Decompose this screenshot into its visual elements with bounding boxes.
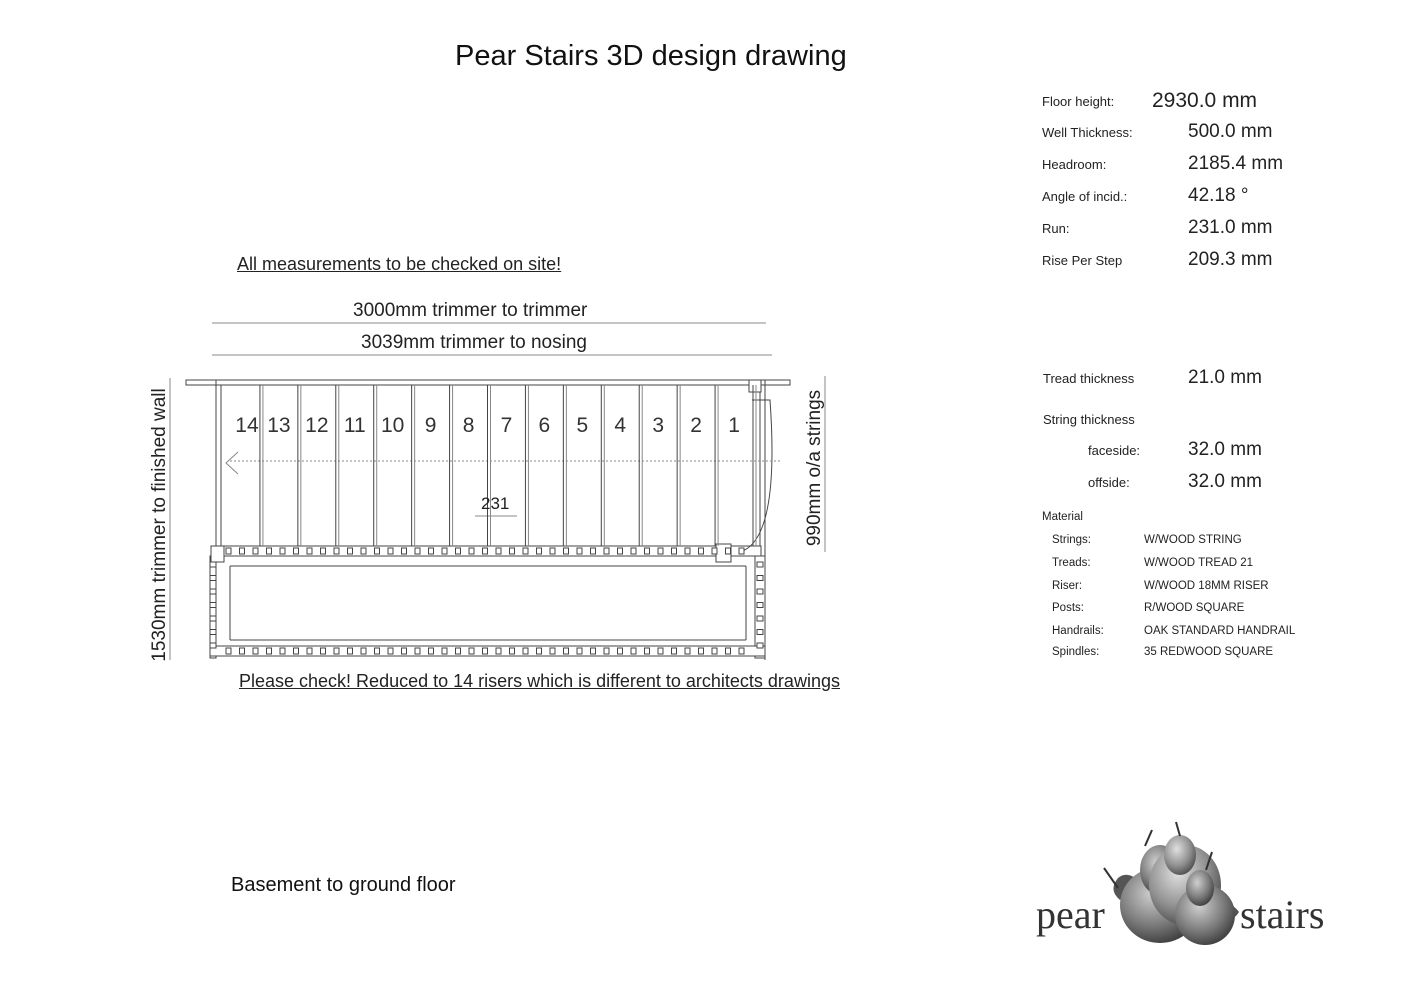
material-label-treads: Treads: [1052, 557, 1091, 569]
spec-label-angle: Angle of incid.: [1042, 189, 1128, 204]
step-number: 8 [462, 414, 475, 437]
step-number: 7 [500, 414, 513, 437]
drawing-title: Pear Stairs 3D design drawing [455, 40, 847, 72]
spec-label-run: Run: [1042, 221, 1070, 236]
material-value-posts: R/WOOD SQUARE [1144, 602, 1245, 614]
step-number: 10 [380, 414, 405, 437]
material-label-handrails: Handrails: [1052, 625, 1104, 637]
faceside-label: faceside: [1088, 443, 1141, 458]
spec-label-floor-height: Floor height: [1042, 94, 1115, 109]
dim-trimmer-to-nosing: 3039mm trimmer to nosing [361, 332, 587, 353]
material-value-spindles: 35 REDWOOD SQUARE [1144, 646, 1274, 658]
dim-trimmer-to-trimmer: 3000mm trimmer to trimmer [353, 300, 588, 321]
step-number: 12 [305, 414, 329, 437]
spec-label-headroom: Headroom: [1042, 157, 1107, 172]
material-value-riser: W/WOOD 18MM RISER [1144, 580, 1269, 592]
step-number: 3 [652, 414, 665, 437]
material-value-handrails: OAK STANDARD HANDRAIL [1144, 625, 1296, 637]
spec-value-run: 231.0 mm [1188, 217, 1273, 238]
tread-thickness-value: 21.0 mm [1188, 367, 1262, 388]
step-number: 14 [235, 414, 259, 437]
spec-value-angle: 42.18 ° [1188, 185, 1249, 206]
spec-value-headroom: 2185.4 mm [1188, 153, 1284, 174]
step-number: 1 [728, 414, 740, 437]
material-label-strings: Strings: [1052, 534, 1091, 546]
material-heading: Material [1042, 511, 1083, 523]
step-number: 5 [576, 414, 589, 437]
step-number: 4 [614, 414, 627, 437]
material-label-posts: Posts: [1052, 602, 1084, 614]
material-label-riser: Riser: [1052, 580, 1083, 592]
material-value-strings: W/WOOD STRING [1144, 534, 1242, 546]
step-number: 2 [690, 414, 702, 437]
string-thickness-label: String thickness [1043, 412, 1135, 427]
offside-label: offside: [1088, 475, 1130, 490]
logo-word-pear: pear [1036, 892, 1105, 937]
spec-value-floor-height: 2930.0 mm [1152, 89, 1258, 112]
tread-thickness-label: Tread thickness [1043, 371, 1135, 386]
dim-wall-text: 1530mm trimmer to finished wall [149, 388, 170, 662]
spec-value-well-thickness: 500.0 mm [1188, 121, 1273, 142]
spec-label-well-thickness: Well Thickness: [1042, 125, 1133, 140]
step-number: 6 [538, 414, 551, 437]
spec-label-rise-per-step: Rise Per Step [1042, 253, 1123, 268]
step-number: 13 [267, 414, 291, 437]
step-number: 9 [424, 414, 437, 437]
faceside-value: 32.0 mm [1188, 439, 1262, 460]
offside-value: 32.0 mm [1188, 471, 1262, 492]
spec-value-rise-per-step: 209.3 mm [1188, 249, 1273, 270]
check-note: All measurements to be checked on site! [237, 254, 562, 274]
material-value-treads: W/WOOD TREAD 21 [1144, 557, 1254, 569]
step-number: 11 [343, 414, 366, 437]
material-label-spindles: Spindles: [1052, 646, 1100, 658]
logo-word-stairs: stairs [1240, 892, 1325, 937]
run-label: 231 [481, 494, 510, 513]
risers-note: Please check! Reduced to 14 risers which is different to architects drawings [239, 671, 840, 691]
dim-strings-text: 990mm o/a strings [804, 389, 825, 547]
drawing-caption: Basement to ground floor [231, 874, 456, 896]
